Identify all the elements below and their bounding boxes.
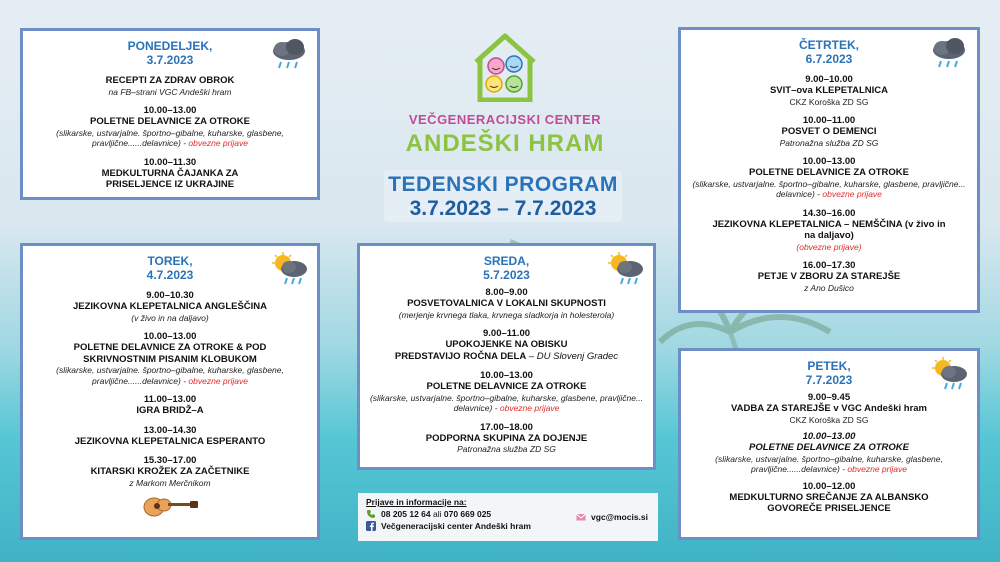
- brand-line-1: VEČGENERACIJSKI CENTER: [408, 112, 602, 127]
- event: [31, 75, 309, 97]
- event-title: RECEPTI ZA ZDRAV OBROK: [105, 75, 235, 86]
- event-note: [31, 365, 309, 386]
- phone-separator: ali: [430, 509, 444, 519]
- email-link[interactable]: vgc@mocis.si: [591, 512, 648, 522]
- event-time: 16.00–17.30: [802, 260, 856, 271]
- event-note-text: (slikarske, ustvarjalne. športno–gibalne, kuharske, glasbene, pravljične......delavnice) -: [715, 453, 943, 474]
- day-name: TOREK,: [147, 254, 193, 268]
- event-time: 10.00–11.00: [802, 115, 856, 126]
- event-note: na FB–strani VGC Andeški hram: [108, 86, 232, 97]
- required-label: (obvezne prijave): [796, 241, 862, 252]
- day-name: SREDA,: [483, 254, 530, 268]
- event-note: [31, 128, 309, 149]
- required-label: obvezne prijave: [188, 138, 248, 148]
- event-title: POLETNE DELAVNICE ZA OTROKE: [749, 442, 909, 453]
- day-date: 4.7.2023: [146, 268, 194, 282]
- event-title: JEZIKOVNA KLEPETALNICA ANGLEŠČINA: [72, 301, 268, 312]
- event-time: 10.00–11.30: [143, 156, 197, 168]
- event-time: 10.00–13.00: [802, 431, 856, 442]
- event: [368, 287, 645, 320]
- event-title-text: PREDSTAVIJO ROČNA DELA: [394, 350, 527, 362]
- event-title-line2: [368, 351, 645, 363]
- contact-box: [358, 493, 658, 541]
- event-time: 10.00–13.00: [480, 370, 533, 381]
- day-card-monday: [20, 28, 320, 200]
- phone-icon: [366, 509, 376, 519]
- house-logo-icon: [470, 30, 540, 102]
- sun-rain-cloud-icon: [269, 252, 309, 286]
- event: [368, 422, 645, 455]
- event-title: VADBA ZA STAREJŠE v VGC Andeški hram: [730, 403, 928, 414]
- event: [368, 370, 645, 414]
- event-title: IGRA BRIDŽ–A: [136, 405, 204, 416]
- event-note: CKZ Koroška ZD SG: [789, 414, 869, 425]
- facebook-row: [366, 521, 650, 531]
- event-title: POLETNE DELAVNICE ZA OTROKE & POD SKRIVNOSTNIM PISANIM KLOBUKOM: [73, 342, 267, 365]
- event-title: POLETNE DELAVNICE ZA OTROKE: [90, 116, 250, 127]
- event-title: UPOKOJENKE NA OBISKU: [445, 339, 568, 350]
- event: [689, 74, 969, 107]
- day-date: 6.7.2023: [805, 52, 853, 66]
- rain-cloud-icon: [929, 36, 969, 70]
- event-note-text: (slikarske, ustvarjalne. športno–gibalne, kuharske, glasbene, pravljične... delavnice) -: [692, 178, 966, 199]
- event-note: [689, 179, 969, 200]
- event-title: POSVET O DEMENCI: [781, 126, 877, 137]
- event: [31, 331, 309, 386]
- event-time: 11.00–13.00: [143, 394, 197, 405]
- event-title: KITARSKI KROŽEK ZA ZAČETNIKE: [90, 466, 250, 477]
- event-title: POLETNE DELAVNICE ZA OTROKE: [749, 167, 909, 178]
- event-title: JEZIKOVNA KLEPETALNICA – NEMŠČINA (v živo in na daljavo): [712, 218, 946, 241]
- event-time: 9.00–10.30: [146, 290, 194, 301]
- sun-rain-cloud-icon: [929, 357, 969, 391]
- event-title: PETJE V ZBORU ZA STAREJŠE: [757, 271, 901, 282]
- event-note: Patronažna služba ZD SG: [779, 137, 879, 148]
- day-date: 7.7.2023: [805, 373, 853, 387]
- event: [31, 290, 309, 323]
- event-note: Patronažna služba ZD SG: [457, 444, 556, 454]
- event: [689, 392, 969, 425]
- day-card-thursday: [678, 27, 980, 313]
- required-label: obvezne prijave: [847, 464, 907, 474]
- day-card-wednesday: [357, 243, 656, 470]
- day-name: PETEK,: [807, 359, 851, 373]
- event-time: 13.00–14.30: [143, 424, 197, 436]
- event-time: 10.00–12.00: [802, 480, 856, 492]
- event-time: 17.00–18.00: [480, 421, 533, 433]
- event-time: 15.30–17.00: [143, 455, 197, 466]
- event-note: (merjenje krvnega tlaka, krvnega sladkorja in holesterola): [398, 309, 615, 320]
- event: [31, 105, 309, 149]
- event: [31, 425, 309, 448]
- event: [31, 455, 309, 488]
- brand-line-2: ANDEŠKI HRAM: [405, 130, 605, 157]
- event-note: (v živo in na daljavo): [131, 312, 209, 323]
- event-time: 9.00–9.45: [807, 392, 851, 403]
- event-title: PODPORNA SKUPINA ZA DOJENJE: [425, 432, 588, 444]
- event-time: 10.00–13.00: [802, 156, 856, 167]
- event: [31, 157, 309, 191]
- event-title: MEDKULTURNA ČAJANKA ZA PRISELJENCE IZ UKRAJINE: [101, 167, 239, 190]
- required-label: obvezne prijave: [188, 375, 248, 386]
- required-label: obvezne prijave: [499, 403, 560, 413]
- day-name: ČETRTEK,: [799, 38, 859, 52]
- event-title: POLETNE DELAVNICE ZA OTROKE: [426, 381, 587, 392]
- event-note-text: (slikarske, ustvarjalne. športno–gibalne, kuharske, glasbene, pravljične... delavnice) -: [369, 392, 644, 413]
- event-time: 10.00–13.00: [143, 331, 197, 342]
- event-note: z Markom Merčnikom: [129, 477, 211, 488]
- day-name: PONEDELJEK,: [127, 39, 213, 53]
- event-title: POSVETOVALNICA V LOKALNI SKUPNOSTI: [407, 298, 606, 309]
- facebook-link[interactable]: Večgeneracijski center Andeški hram: [381, 521, 531, 531]
- day-card-friday: [678, 348, 980, 540]
- email-icon: [576, 512, 586, 522]
- event: [368, 328, 645, 362]
- program-title-box: [384, 170, 622, 222]
- contact-header: Prijave in informacije na:: [366, 497, 467, 507]
- event-note: z Ano Dušico: [804, 282, 854, 293]
- event: [689, 208, 969, 253]
- event-note: [689, 454, 969, 475]
- guitar-icon: [140, 492, 200, 518]
- phone-number[interactable]: 08 205 12 64: [381, 509, 431, 519]
- event-time: 8.00–9.00: [485, 287, 528, 298]
- required-label: obvezne prijave: [822, 189, 882, 199]
- event-note-text: (slikarske, ustvarjalne. športno–gibalne, kuharske, glasbene, pravljične......delavnice) -: [56, 127, 284, 148]
- day-date: 3.7.2023: [146, 53, 194, 67]
- event: [689, 115, 969, 148]
- rain-cloud-icon: [269, 37, 309, 71]
- program-title: TEDENSKI PROGRAM: [388, 173, 618, 196]
- phone-number-2[interactable]: 070 669 025: [443, 509, 492, 519]
- facebook-icon: [366, 521, 376, 531]
- event-note-text: (slikarske, ustvarjalne. športno–gibalne, kuharske, glasbene, pravljične......delavnice) -: [56, 365, 284, 386]
- sun-rain-cloud-icon: [605, 252, 645, 286]
- event-title: JEZIKOVNA KLEPETALNICA ESPERANTO: [74, 435, 266, 447]
- program-dates: 3.7.2023 – 7.7.2023: [409, 197, 597, 220]
- event-time: 9.00–11.00: [482, 328, 531, 339]
- event-note: CKZ Koroška ZD SG: [789, 96, 869, 107]
- event: [689, 431, 969, 475]
- event-title: SVIT–ova KLEPETALNICA: [769, 85, 889, 96]
- event-time: 9.00–10.00: [805, 74, 853, 85]
- event: [689, 260, 969, 293]
- event: [31, 394, 309, 417]
- event-time: 14.30–16.00: [802, 207, 856, 219]
- event: [689, 481, 969, 515]
- event-time: 10.00–13.00: [143, 105, 197, 116]
- event: [689, 156, 969, 200]
- event-title: MEDKULTURNO SREČANJE ZA ALBANSKO GOVOREČE PRISELJENCE: [729, 491, 929, 514]
- email-row: [576, 512, 648, 522]
- day-date: 5.7.2023: [483, 268, 530, 282]
- day-card-tuesday: [20, 243, 320, 540]
- event-organizer: – DU Slovenj Gradec: [526, 350, 619, 362]
- event-note: [368, 393, 645, 414]
